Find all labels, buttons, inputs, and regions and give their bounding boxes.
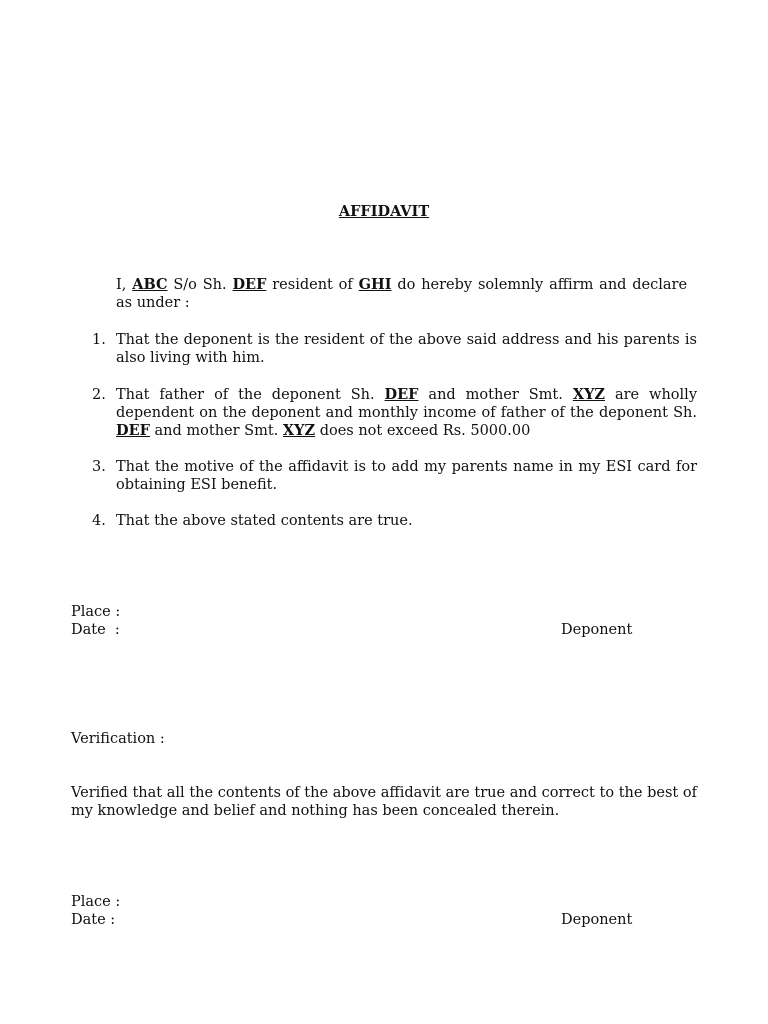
residence-place: GHI (358, 276, 392, 293)
intro-text: do hereby solemnly affirm and declare as under : (116, 277, 688, 311)
item-text: and mother Smt. (428, 387, 563, 403)
deponent-name: ABC (132, 276, 168, 293)
intro-text: resident of (272, 277, 353, 293)
deponent-label: Deponent (561, 912, 633, 928)
verification-heading: Verification : (71, 731, 165, 747)
item-text: That father of the deponent Sh. (116, 387, 375, 403)
item-text: and mother Smt. (154, 423, 279, 439)
list-item: That the motive of the affidavit is to add my parents name in my ESI card for obtaining ESI benefit. (116, 459, 697, 493)
mother-name: XYZ (282, 422, 316, 439)
deponent-label: Deponent (561, 622, 633, 638)
date-label: Date : (71, 622, 120, 638)
list-item: That the deponent is the resident of the above said address and his parents is also living with him. (116, 332, 697, 366)
intro-paragraph (116, 276, 687, 312)
intro-text: I, (116, 277, 127, 293)
list-item: That the above stated contents are true. (116, 513, 413, 529)
list-number: 3. (92, 459, 106, 475)
date-label: Date : (71, 912, 116, 928)
verification-text: Verified that all the contents of the above affidavit are true and correct to the best of my knowledge and belief and nothing has been concealed therein. (71, 785, 697, 819)
document-title: AFFIDAVIT (338, 203, 430, 220)
list-number: 1. (92, 332, 106, 348)
list-number: 2. (92, 387, 106, 403)
father-name: DEF (232, 276, 267, 293)
item-text: does not exceed Rs. 5000.00 (319, 423, 531, 439)
list-item (116, 386, 697, 440)
intro-text: S/o Sh. (173, 277, 227, 293)
list-number: 4. (92, 513, 106, 529)
item-text: are wholly dependent on the deponent and monthly income of father of the deponent Sh. (116, 387, 698, 421)
place-label: Place : (71, 604, 121, 620)
place-label: Place : (71, 894, 121, 910)
father-name: DEF (116, 422, 150, 439)
mother-name: XYZ (572, 386, 605, 403)
father-name: DEF (384, 386, 419, 403)
